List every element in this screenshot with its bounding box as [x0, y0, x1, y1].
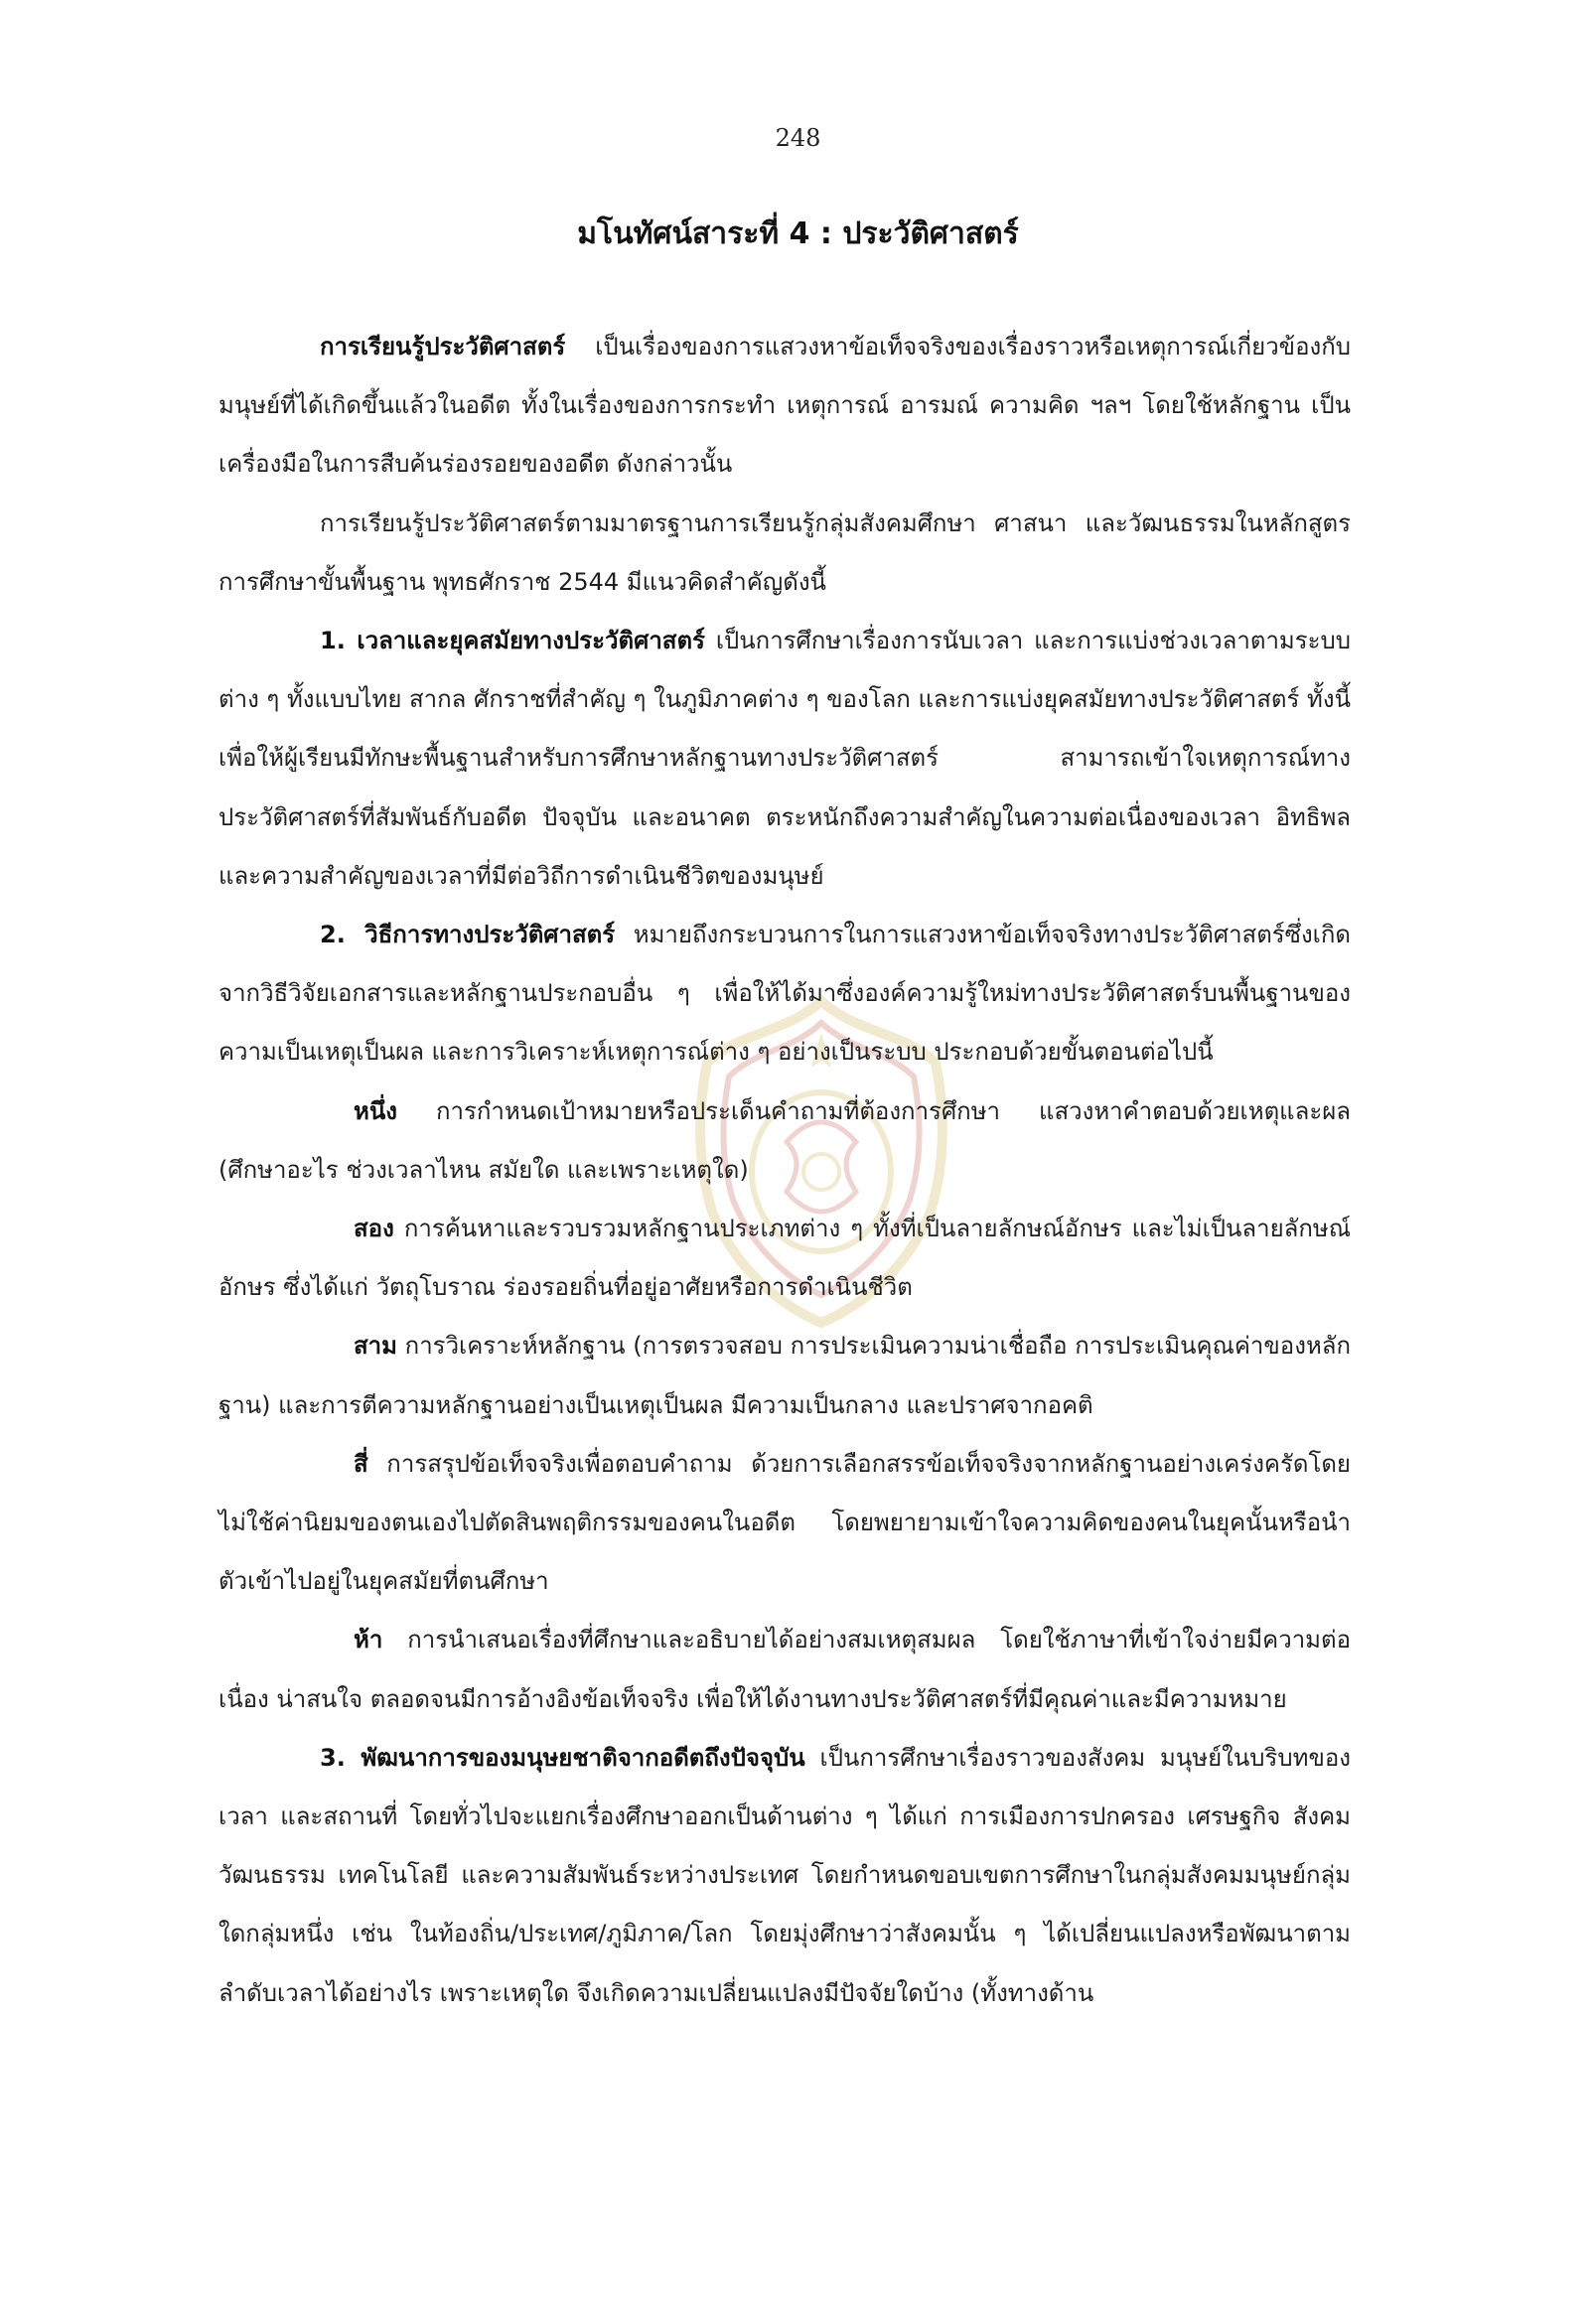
step-4-paragraph [218, 1435, 1351, 1612]
intro-lead-term: การเรียนรู้ประวัติศาสตร์ [320, 333, 566, 360]
step-2-label: สอง [354, 1215, 394, 1243]
step-3-paragraph [218, 1317, 1351, 1434]
item-3-paragraph [218, 1729, 1351, 2023]
item-2-heading: 2. วิธีการทางประวัติศาสตร์ [320, 921, 616, 949]
step-4-label: สี่ [354, 1449, 368, 1478]
item-3-text: เป็นการศึกษาเรื่องราวของสังคม มนุษย์ในบริบทของเวลา และสถานที่ โดยทั่วไปจะแยกเรื่องศึกษาออกเป็นด้านต่าง ๆ ได้แก่ การเมืองการปกครอง เศรษฐกิจ สังคม วัฒนธรรม เทคโนโลยี และความสัมพันธ์ระหว่างประเทศ โดยกำหนดขอบเขตการศึกษาในกลุ่มสังคมมนุษย์กลุ่มใดกลุ่มหนึ่ง เช่น ในท้องถิ่น/ประเทศ/ภูมิภาค/โลก โดยมุ่งศึกษาว่าสังคมนั้น ๆ ได้เปลี่ยนแปลงหรือพัฒนาตามลำดับเวลาได้อย่างไร เพราะเหตุใด จึงเกิดความเปลี่ยนแปลงมีปัจจัยใดบ้าง (ทั้งทางด้าน [218, 1743, 1352, 2007]
step-3-text: การวิเคราะห์หลักฐาน (การตรวจสอบ การประเมินความน่าเชื่อถือ การประเมินคุณค่าของหลักฐาน) และการตีความหลักฐานอย่างเป็นเหตุเป็นผล มีความเป็นกลาง และปราศจากอคติ [218, 1332, 1351, 1419]
item-2-paragraph [218, 906, 1351, 1082]
standards-paragraph: การเรียนรู้ประวัติศาสตร์ตามมาตรฐานการเรียนรู้กลุ่มสังคมศึกษา ศาสนา และวัฒนธรรมในหลักสูตรการศึกษาขั้นพื้นฐาน พุทธศักราช 2544 มีแนวคิดสำคัญดังนี้ [218, 508, 1351, 596]
step-5-label: ห้า [354, 1626, 383, 1655]
document-body [218, 318, 1351, 2023]
step-1-paragraph [218, 1082, 1351, 1200]
step-2-text: การค้นหาและรวบรวมหลักฐานประเภทต่าง ๆ ทั้งที่เป็นลายลักษณ์อักษร และไม่เป็นลายลักษณ์อักษร ซึ่งได้แก่ วัตถุโบราณ ร่องรอยถิ่นที่อยู่อาศัยหรือการดำเนินชีวิต [218, 1215, 1351, 1302]
item-2-text: หมายถึงกระบวนการในการแสวงหาข้อเท็จจริงทางประวัติศาสตร์ซึ่งเกิดจากวิธีวิจัยเอกสารและหลักฐานประกอบอื่น ๆ เพื่อให้ได้มาซึ่งองค์ความรู้ใหม่ทางประวัติศาสตร์บนพื้นฐานของความเป็นเหตุเป็นผล และการวิเคราะห์เหตุการณ์ต่าง ๆ อย่างเป็นระบบ ประกอบด้วยขั้นตอนต่อไปนี้ [218, 921, 1352, 1067]
page-number: 248 [775, 124, 821, 152]
step-1-text: การกำหนดเป้าหมายหรือประเด็นคำถามที่ต้องการศึกษา แสวงหาคำตอบด้วยเหตุและผล (ศึกษาอะไร ช่วงเวลาไหน สมัยใด และเพราะเหตุใด) [218, 1096, 1351, 1184]
step-1-label: หนึ่ง [354, 1096, 397, 1125]
step-5-paragraph [218, 1611, 1351, 1728]
item-1-text: เป็นการศึกษาเรื่องการนับเวลา และการแบ่งช่วงเวลาตามระบบต่าง ๆ ทั้งแบบไทย สากล ศักราชที่สำคัญ ๆ ในภูมิภาคต่าง ๆ ของโลก และการแบ่งยุคสมัยทางประวัติศาสตร์ ทั้งนี้เพื่อให้ผู้เรียนมีทักษะพื้นฐานสำหรับการศึกษาหลักฐานทางประวัติศาสตร์ สามารถเข้าใจเหตุการณ์ทางประวัติศาสตร์ที่สัมพันธ์กับอดีต ปัจจุบัน และอนาคต ตระหนักถึงความสำคัญในความต่อเนื่องของเวลา อิทธิพลและความสำคัญของเวลาที่มีต่อวิถีการดำเนินชีวิตของมนุษย์ [218, 627, 1351, 890]
item-1-paragraph [218, 612, 1351, 906]
intro-paragraph [218, 318, 1351, 495]
step-3-label: สาม [354, 1332, 397, 1361]
step-4-text: การสรุปข้อเท็จจริงเพื่อตอบคำถาม ด้วยการเลือกสรรข้อเท็จจริงจากหลักฐานอย่างเคร่งครัดโดยไม่ใช้ค่านิยมของตนเองไปตัดสินพฤติกรรมของคนในอดีต โดยพยายามเข้าใจความคิดของคนในยุคนั้นหรือนำตัวเข้าไปอยู่ในยุคสมัยที่ตนศึกษา [218, 1449, 1351, 1596]
item-3-heading: 3. พัฒนาการของมนุษยชาติจากอดีตถึงปัจจุบัน [320, 1743, 805, 1772]
page-title: มโนทัศน์สาระที่ 4 : ประวัติศาสตร์ [577, 216, 1019, 251]
item-1-heading: 1. เวลาและยุคสมัยทางประวัติศาสตร์ [320, 627, 705, 655]
intro-text: เป็นเรื่องของการแสวงหาข้อเท็จจริงของเรื่องราวหรือเหตุการณ์เกี่ยวข้องกับมนุษย์ที่ได้เกิดขึ้นแล้วในอดีต ทั้งในเรื่องของการกระทำ เหตุการณ์ อารมณ์ ความคิด ฯลฯ โดยใช้หลักฐาน เป็นเครื่องมือในการสืบค้นร่องรอยของอดีต ดังกล่าวนั้น [218, 333, 1351, 479]
step-5-text: การนำเสนอเรื่องที่ศึกษาและอธิบายได้อย่างสมเหตุสมผล โดยใช้ภาษาที่เข้าใจง่ายมีความต่อเนื่อง น่าสนใจ ตลอดจนมีการอ้างอิงข้อเท็จจริง เพื่อให้ได้งานทางประวัติศาสตร์ที่มีคุณค่าและมีความหมาย [218, 1626, 1351, 1713]
step-2-paragraph [218, 1200, 1351, 1317]
